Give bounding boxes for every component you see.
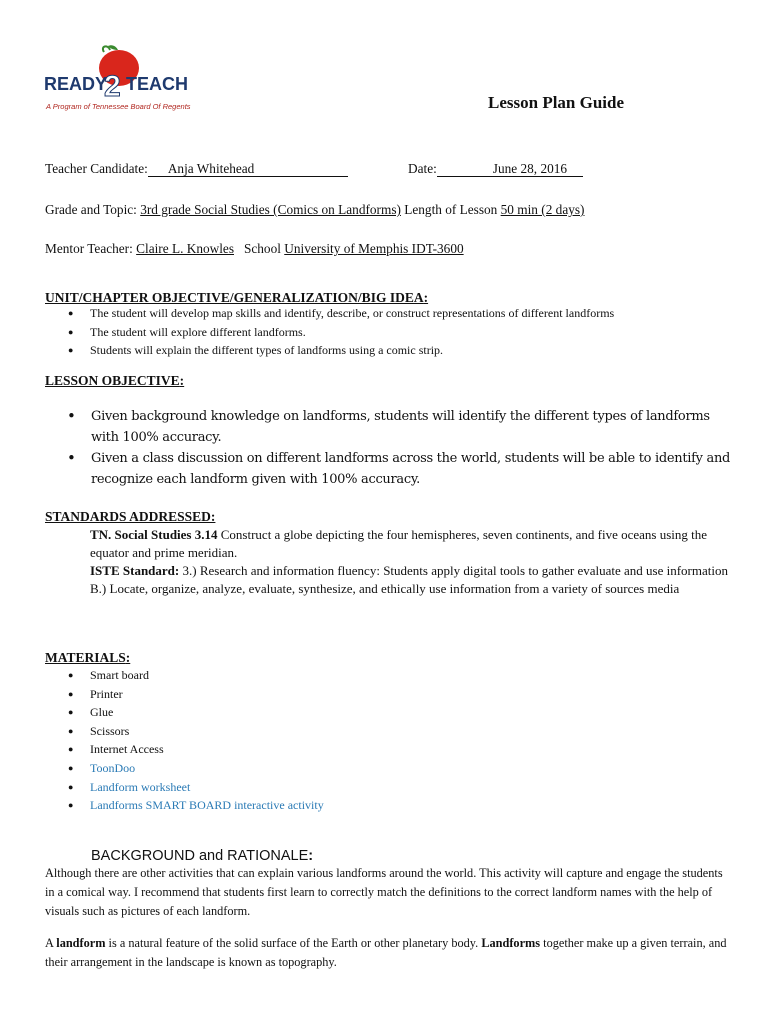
smartboard-activity-link[interactable]: Landforms SMART BOARD interactive activity bbox=[90, 798, 324, 813]
svg-text:READY: READY bbox=[44, 74, 108, 94]
tn-standard-label: TN. Social Studies 3.14 bbox=[90, 527, 218, 542]
svg-text:2: 2 bbox=[104, 70, 121, 103]
svg-text:TEACH: TEACH bbox=[126, 74, 188, 94]
iste-standard-label: ISTE Standard: bbox=[90, 563, 180, 578]
objective-heading: LESSON OBJECTIVE: bbox=[45, 373, 185, 388]
school-value: University of Memphis IDT-3600 bbox=[284, 241, 464, 256]
teacher-value: Anja Whitehead bbox=[148, 162, 348, 177]
list-item: ● The student will explore different landforms. bbox=[68, 323, 614, 342]
date-value: June 28, 2016 bbox=[437, 162, 583, 177]
list-item: ● Scissors bbox=[68, 722, 324, 741]
landform-term: landform bbox=[56, 936, 106, 950]
teacher-label: Teacher Candidate: bbox=[45, 161, 148, 176]
list-item: ● Internet Access bbox=[68, 740, 324, 759]
landform-worksheet-link[interactable]: Landform worksheet bbox=[90, 779, 191, 794]
tn-standard-text: Construct a globe depicting the four hemispheres, seven continents, and five oceans using the equator and prime meridian. bbox=[90, 527, 708, 560]
mentor-label: Mentor Teacher: bbox=[45, 241, 133, 256]
list-item: ● The student will develop map skills and identify, describe, or construct representations of different landforms bbox=[68, 304, 614, 323]
page-title: Lesson Plan Guide bbox=[488, 93, 625, 112]
background-heading: BACKGROUND and RATIONALE: bbox=[91, 848, 314, 864]
list-item: • Given background knowledge on landforms, students will identify the different types of landforms with 100% accuracy. bbox=[63, 406, 733, 448]
toondoo-link[interactable]: ToonDoo bbox=[90, 760, 136, 775]
objective-list bbox=[63, 406, 733, 490]
standards-heading: STANDARDS ADDRESSED: bbox=[45, 509, 216, 524]
list-item: • Given a class discussion on different landforms across the world, students will be able to identify and recognize each landform given with 100% accuracy. bbox=[63, 448, 733, 490]
list-item: ● Students will explain the different types of landforms using a comic strip. bbox=[68, 341, 614, 360]
school-label: School bbox=[243, 241, 281, 256]
grade-label: Grade and Topic: bbox=[45, 202, 137, 217]
materials-heading: MATERIALS: bbox=[45, 650, 131, 665]
landforms-term: Landforms bbox=[481, 936, 541, 950]
mentor-value: Claire L. Knowles bbox=[136, 241, 234, 256]
iste-standard-text: 3.) Research and information fluency: Students apply digital tools to gather evaluate and use information bbox=[179, 563, 728, 578]
date-label: Date: bbox=[408, 161, 437, 176]
date-row bbox=[408, 161, 583, 177]
grade-row bbox=[45, 202, 584, 218]
background-para-1: Although there are other activities that can explain various landforms around the world. This activity will capture and engage the students in a comical way. I recommend that students first learn to correctly match the definitions to the correct landform names with the help of visuals such as pictures of each landform. bbox=[45, 866, 723, 918]
list-item: ● Smart board bbox=[68, 666, 324, 685]
length-value: 50 min (2 days) bbox=[500, 202, 585, 217]
unit-list bbox=[68, 304, 614, 360]
length-label: Length of Lesson bbox=[404, 202, 498, 217]
list-item: ● Glue bbox=[68, 703, 324, 722]
unit-heading: UNIT/CHAPTER OBJECTIVE/GENERALIZATION/BIG IDEA: bbox=[45, 290, 429, 305]
iste-standard-b: B.) Locate, organize, analyze, evaluate, synthesize, and ethically use information from a variety of sources media bbox=[90, 581, 680, 596]
teacher-row bbox=[45, 161, 348, 177]
grade-value: 3rd grade Social Studies (Comics on Landforms) bbox=[140, 202, 401, 217]
list-item: ● Printer bbox=[68, 685, 324, 704]
mentor-row bbox=[45, 241, 464, 257]
background-para-2: A landform is a natural feature of the solid surface of the Earth or other planetary body. Landforms together make up a given terrain, and their arrangement in the landscape is known as topography. bbox=[45, 936, 727, 969]
logo-tagline: A Program of Tennessee Board Of Regents bbox=[46, 102, 191, 111]
standards-body bbox=[90, 526, 730, 598]
materials-list bbox=[68, 666, 324, 815]
